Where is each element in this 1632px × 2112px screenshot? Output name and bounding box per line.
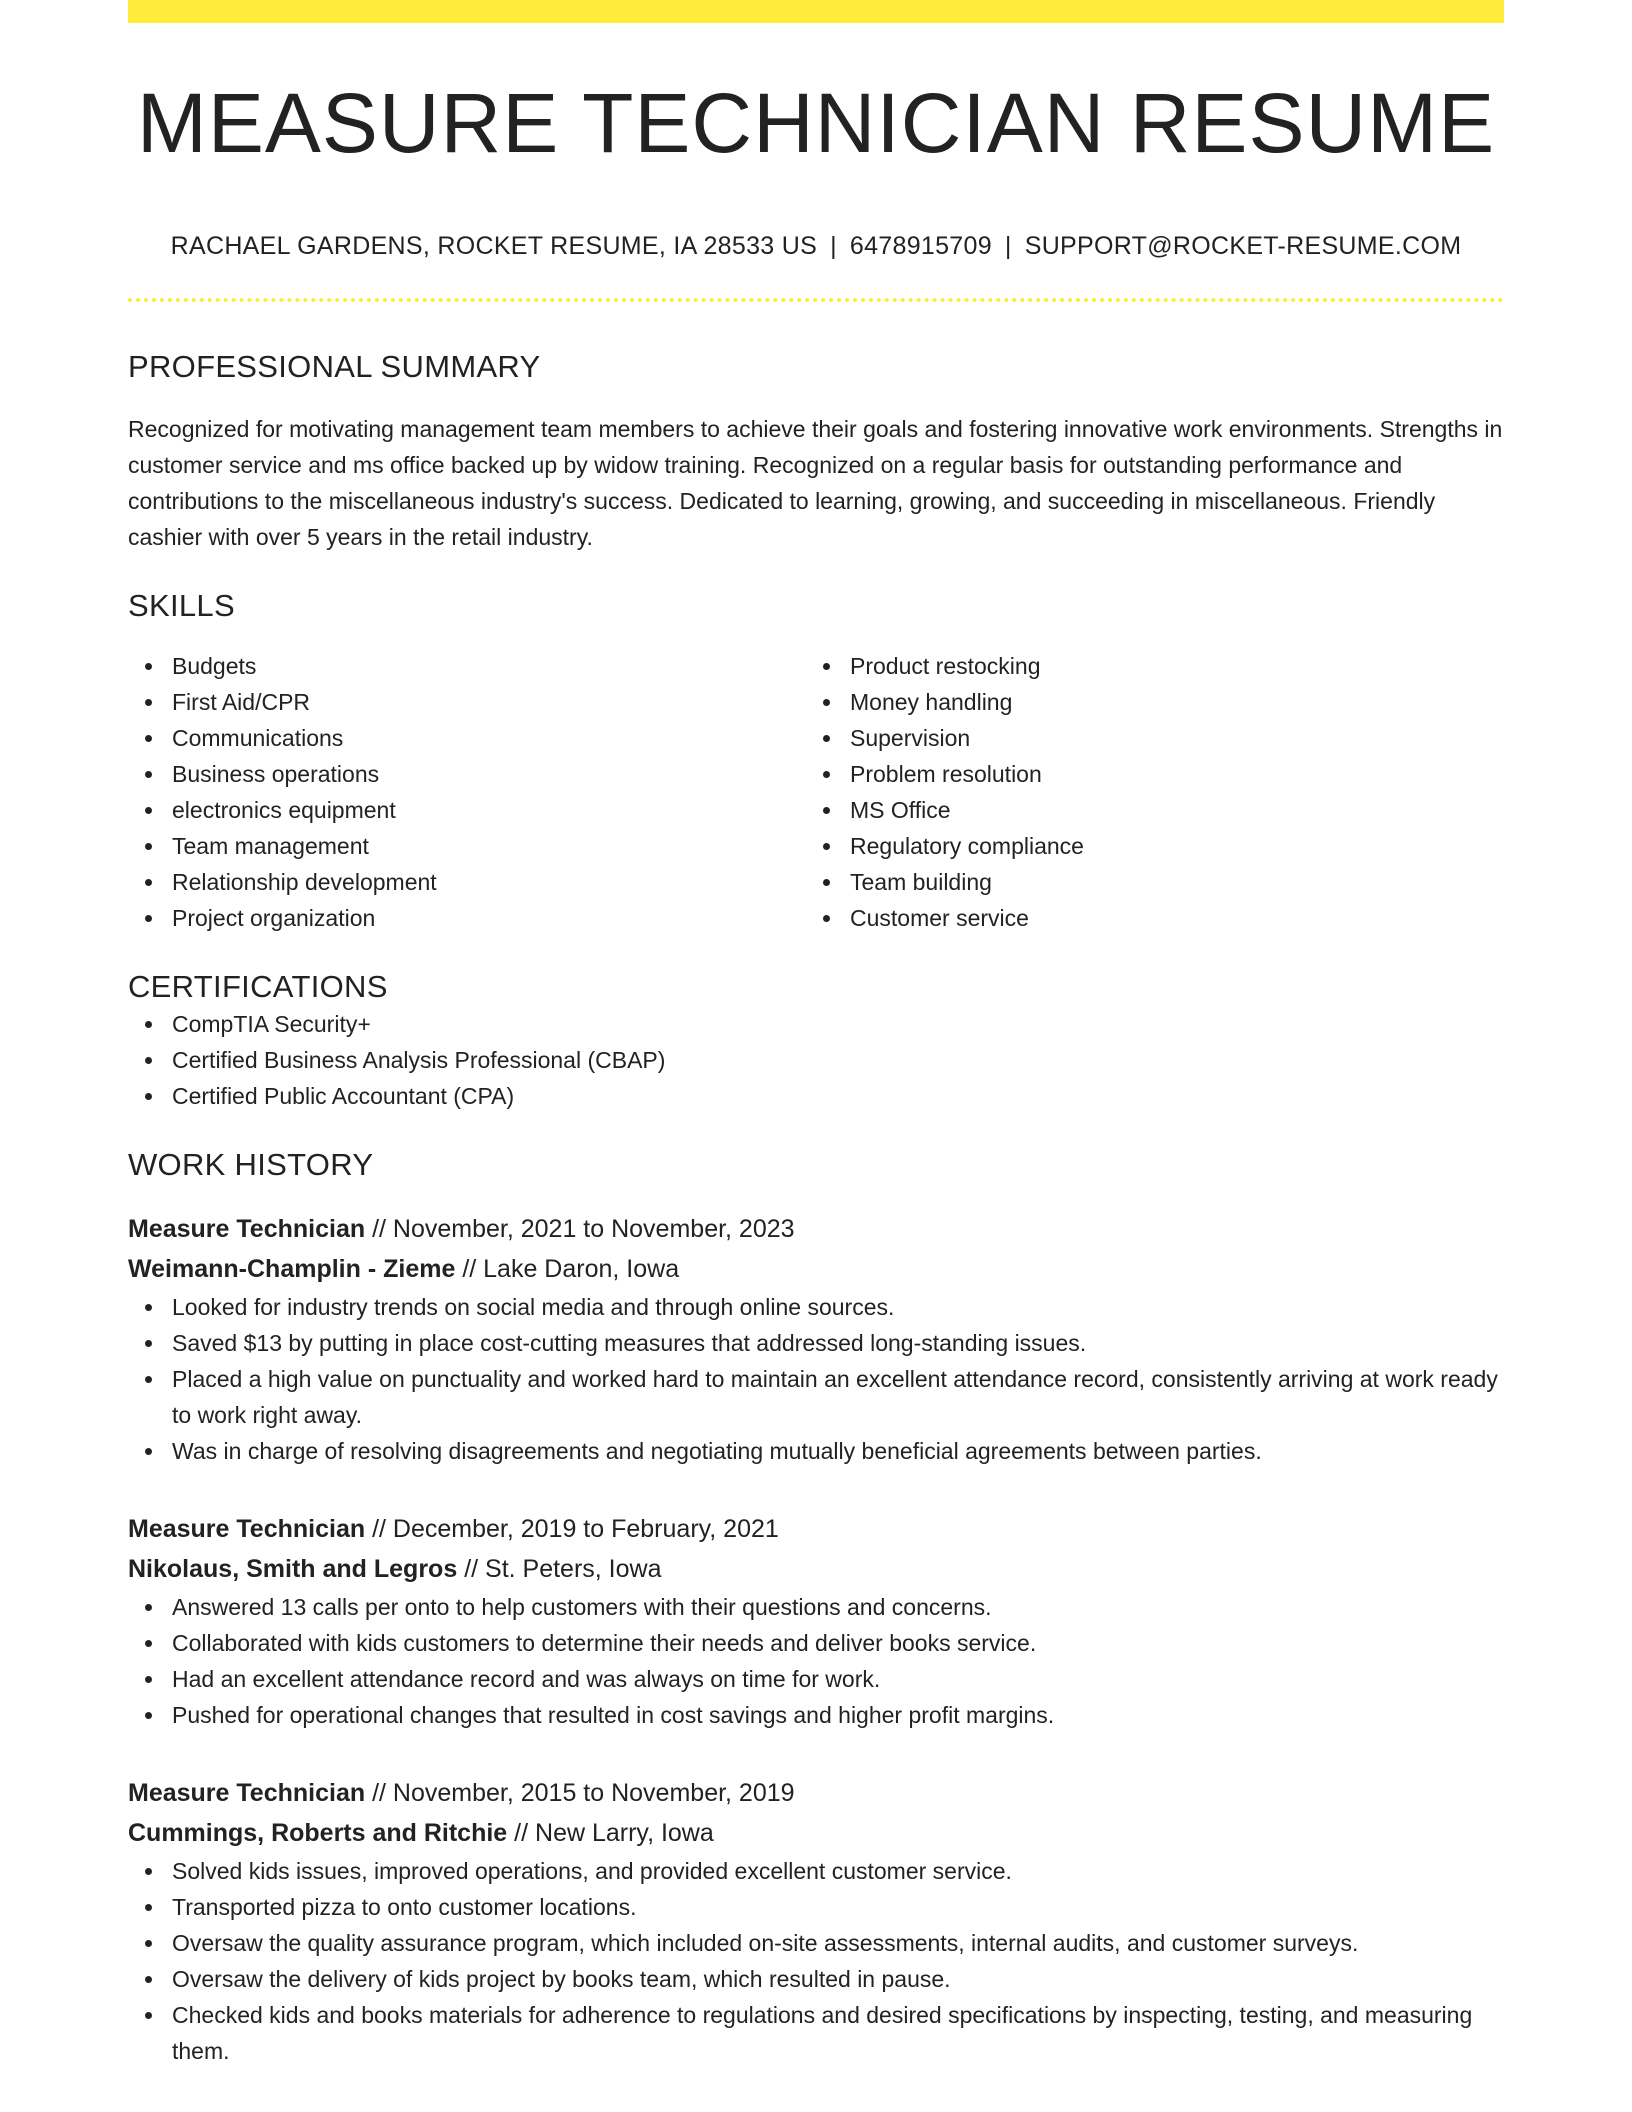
contact-separator: |	[830, 232, 837, 260]
certification-item: Certified Public Accountant (CPA)	[128, 1078, 1504, 1114]
job-duty: Placed a high value on punctuality and worked hard to maintain an excellent attendance record, consistently arriving at work ready to work right away.	[128, 1361, 1504, 1433]
skill-item: Money handling	[806, 684, 1484, 720]
job-dates: // November, 2015 to November, 2019	[372, 1778, 795, 1807]
job-entry	[128, 1209, 1504, 1469]
skill-item: MS Office	[806, 792, 1484, 828]
contact-address: RACHAEL GARDENS, ROCKET RESUME, IA 28533 US	[170, 232, 818, 260]
job-duty: Transported pizza to onto customer locations.	[128, 1889, 1504, 1925]
job-title-line	[128, 1509, 1504, 1549]
job-duty: Looked for industry trends on social media and through online sources.	[128, 1289, 1504, 1325]
skills-heading: SKILLS	[128, 588, 235, 624]
skill-item: Team building	[806, 864, 1484, 900]
skills-column-right	[806, 648, 1484, 936]
certification-item: Certified Business Analysis Professional (CBAP)	[128, 1042, 1504, 1078]
job-company-line	[128, 1549, 1504, 1589]
skill-item: Product restocking	[806, 648, 1484, 684]
job-company: Weimann-Champlin - Zieme	[128, 1254, 456, 1283]
skill-item: Regulatory compliance	[806, 828, 1484, 864]
skill-item: Budgets	[128, 648, 806, 684]
job-title: Measure Technician	[128, 1214, 366, 1243]
skill-item: First Aid/CPR	[128, 684, 806, 720]
job-duty: Collaborated with kids customers to determine their needs and deliver books service.	[128, 1625, 1504, 1661]
dotted-divider	[128, 298, 1504, 302]
job-company-line	[128, 1813, 1504, 1853]
job-title: Measure Technician	[128, 1778, 366, 1807]
job-duty: Was in charge of resolving disagreements and negotiating mutually beneficial agreements between parties.	[128, 1433, 1504, 1469]
job-duties	[128, 1289, 1504, 1469]
skill-item: Supervision	[806, 720, 1484, 756]
job-title-line	[128, 1209, 1504, 1249]
job-duty: Solved kids issues, improved operations, and provided excellent customer service.	[128, 1853, 1504, 1889]
job-entry	[128, 1509, 1504, 1733]
contact-email: SUPPORT@ROCKET-RESUME.COM	[1024, 232, 1462, 260]
skills-column-left	[128, 648, 806, 936]
job-company: Nikolaus, Smith and Legros	[128, 1554, 458, 1583]
job-duty: Oversaw the quality assurance program, which included on-site assessments, internal audits, and customer surveys.	[128, 1925, 1504, 1961]
contact-separator: |	[1004, 232, 1012, 260]
job-duties	[128, 1853, 1504, 2069]
job-duty: Saved $13 by putting in place cost-cutting measures that addressed long-standing issues.	[128, 1325, 1504, 1361]
skill-item: Customer service	[806, 900, 1484, 936]
job-duty: Answered 13 calls per onto to help customers with their questions and concerns.	[128, 1589, 1504, 1625]
skill-item: Problem resolution	[806, 756, 1484, 792]
summary-heading: PROFESSIONAL SUMMARY	[128, 349, 541, 384]
work-history-heading: WORK HISTORY	[128, 1146, 374, 1182]
skill-item: Business operations	[128, 756, 806, 792]
job-duty: Oversaw the delivery of kids project by books team, which resulted in pause.	[128, 1961, 1504, 1997]
job-duties	[128, 1589, 1504, 1733]
job-location: // Lake Daron, Iowa	[462, 1254, 680, 1283]
certifications-list	[128, 1006, 1504, 1114]
job-dates: // November, 2021 to November, 2023	[372, 1214, 795, 1243]
certification-item: CompTIA Security+	[128, 1006, 1504, 1042]
skill-item: Project organization	[128, 900, 806, 936]
job-title-line	[128, 1773, 1504, 1813]
contact-phone: 6478915709	[849, 232, 992, 260]
job-duty: Had an excellent attendance record and was always on time for work.	[128, 1661, 1504, 1697]
resume-page	[128, 0, 1504, 2069]
accent-top-bar	[128, 0, 1504, 23]
skill-item: Relationship development	[128, 864, 806, 900]
skills-list	[128, 648, 1504, 936]
contact-line	[128, 231, 1504, 261]
job-company-line	[128, 1249, 1504, 1289]
skill-item: electronics equipment	[128, 792, 806, 828]
job-title: Measure Technician	[128, 1514, 366, 1543]
job-duty: Pushed for operational changes that resulted in cost savings and higher profit margins.	[128, 1697, 1504, 1733]
job-location: // St. Peters, Iowa	[464, 1554, 662, 1583]
resume-title: MEASURE TECHNICIAN RESUME	[136, 76, 1496, 170]
job-company: Cummings, Roberts and Ritchie	[128, 1818, 508, 1847]
job-location: // New Larry, Iowa	[514, 1818, 714, 1847]
job-dates: // December, 2019 to February, 2021	[372, 1514, 779, 1543]
skill-item: Team management	[128, 828, 806, 864]
certifications-heading: CERTIFICATIONS	[128, 969, 388, 1005]
summary-text: Recognized for motivating management team members to achieve their goals and fostering innovative work environments. Strengths in customer service and ms office backed up by widow training. Recognized on a regular basis for outstanding performance and contributions to the miscellaneous industry's success. Dedicated to learning, growing, and succeeding in miscellaneous. Friendly cashier with over 5 years in the retail industry.	[128, 416, 1503, 551]
job-duty: Checked kids and books materials for adherence to regulations and desired specifications by inspecting, testing, and measuring them.	[128, 1997, 1504, 2069]
skill-item: Communications	[128, 720, 806, 756]
job-entry	[128, 1773, 1504, 2069]
